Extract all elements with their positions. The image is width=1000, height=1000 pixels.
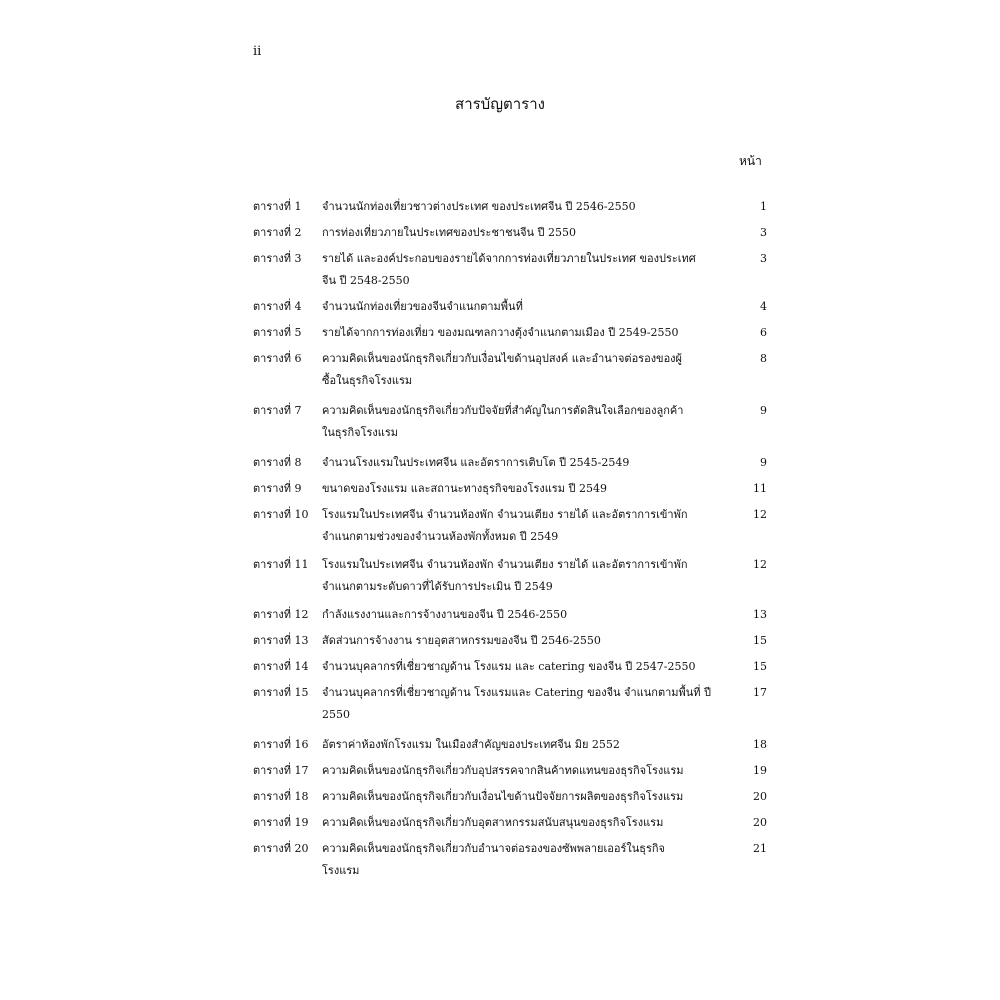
description-line: การท่องเที่ยวภายในประเทศของประชาชนจีน ปี 2550 [322, 226, 577, 239]
page-ref: 21 [753, 842, 767, 855]
page-ref: 17 [753, 686, 767, 699]
description-line: ซื้อในธุรกิจโรงแรม [322, 374, 413, 387]
table-label: ตารางที่ 14 [253, 660, 309, 673]
table-description [322, 734, 722, 756]
page-ref: 15 [753, 660, 767, 673]
description-line: จำนวนนักท่องเที่ยวชาวต่างประเทศ ของประเทศจีน ปี 2546-2550 [322, 200, 636, 213]
page-ref: 12 [753, 508, 767, 521]
description-line: จำแนกตามระดับดาวที่ได้รับการประเมิน ปี 2549 [322, 580, 553, 593]
page-ref: 19 [753, 764, 767, 777]
table-label: ตารางที่ 12 [253, 608, 309, 621]
description-line: โรงแรมในประเทศจีน จำนวนห้องพัก จำนวนเตียง รายได้ และอัตราการเข้าพัก [322, 558, 688, 571]
description-line: รายได้ และองค์ประกอบของรายได้จากการท่องเที่ยวภายในประเทศ ของประเทศ [322, 252, 696, 265]
description-line: สัดส่วนการจ้างงาน รายอุตสาหกรรมของจีน ปี 2546-2550 [322, 634, 601, 647]
table-label: ตารางที่ 4 [253, 300, 302, 313]
page-ref: 3 [760, 226, 767, 239]
description-line: ความคิดเห็นของนักธุรกิจเกี่ยวกับอุปสรรคจากสินค้าทดแทนของธุรกิจโรงแรม [322, 764, 684, 777]
table-description [322, 760, 722, 782]
table-description [322, 400, 722, 444]
table-label: ตารางที่ 19 [253, 816, 309, 829]
description-line: โรงแรม [322, 864, 360, 877]
page-ref: 6 [760, 326, 767, 339]
table-description [322, 248, 722, 292]
table-description [322, 452, 722, 474]
page-ref: 4 [760, 300, 767, 313]
page-ref: 20 [753, 790, 767, 803]
page-ref: 15 [753, 634, 767, 647]
table-description [322, 554, 722, 598]
description-line: จำนวนบุคลากรที่เชี่ยวชาญด้าน โรงแรม และ catering ของจีน ปี 2547-2550 [322, 660, 696, 673]
table-label: ตารางที่ 8 [253, 456, 302, 469]
description-line: โรงแรมในประเทศจีน จำนวนห้องพัก จำนวนเตียง รายได้ และอัตราการเข้าพัก [322, 508, 688, 521]
page-ref: 12 [753, 558, 767, 571]
description-line: ในธุรกิจโรงแรม [322, 426, 399, 439]
page-ref: 9 [760, 404, 767, 417]
page-column-header: หน้า [739, 154, 762, 168]
description-line: รายได้จากการท่องเที่ยว ของมณฑลกวางตุ้งจำแนกตามเมือง ปี 2549-2550 [322, 326, 679, 339]
description-line: ความคิดเห็นของนักธุรกิจเกี่ยวกับอุตสาหกรรมสนับสนุนของธุรกิจโรงแรม [322, 816, 664, 829]
table-description [322, 682, 722, 726]
table-label: ตารางที่ 18 [253, 790, 309, 803]
table-label: ตารางที่ 2 [253, 226, 302, 239]
table-label: ตารางที่ 13 [253, 634, 309, 647]
description-line: ขนาดของโรงแรม และสถานะทางธุรกิจของโรงแรม ปี 2549 [322, 482, 607, 495]
page-number: ii [253, 44, 262, 59]
description-line: จีน ปี 2548-2550 [322, 274, 410, 287]
table-label: ตารางที่ 1 [253, 200, 302, 213]
description-line: ความคิดเห็นของนักธุรกิจเกี่ยวกับอำนาจต่อรองของซัพพลายเออร์ในธุรกิจ [322, 842, 665, 855]
page-ref: 1 [760, 200, 767, 213]
table-label: ตารางที่ 5 [253, 326, 302, 339]
page-title: สารบัญตาราง [455, 95, 545, 113]
table-description [322, 348, 722, 392]
table-label: ตารางที่ 9 [253, 482, 302, 495]
table-label: ตารางที่ 7 [253, 404, 302, 417]
description-line: กำลังแรงงานและการจ้างงานของจีน ปี 2546-2550 [322, 608, 568, 621]
table-description [322, 222, 722, 244]
description-line: จำนวนโรงแรมในประเทศจีน และอัตราการเติบโต ปี 2545-2549 [322, 456, 630, 469]
table-description [322, 504, 722, 548]
table-label: ตารางที่ 16 [253, 738, 309, 751]
table-label: ตารางที่ 10 [253, 508, 309, 521]
page-ref: 8 [760, 352, 767, 365]
table-label: ตารางที่ 17 [253, 764, 309, 777]
description-line: ความคิดเห็นของนักธุรกิจเกี่ยวกับเงื่อนไขด้านอุปสงค์ และอำนาจต่อรองของผู้ [322, 352, 683, 365]
table-description [322, 786, 722, 808]
description-line: จำนวนนักท่องเที่ยวของจีนจำแนกตามพื้นที่ [322, 300, 523, 313]
page-ref: 13 [753, 608, 767, 621]
table-label: ตารางที่ 11 [253, 558, 309, 571]
table-description [322, 656, 722, 678]
page-ref: 20 [753, 816, 767, 829]
description-line: ความคิดเห็นของนักธุรกิจเกี่ยวกับปัจจัยที่สำคัญในการตัดสินใจเลือกของลูกค้า [322, 404, 684, 417]
table-description [322, 196, 722, 218]
page-ref: 11 [753, 482, 767, 495]
table-description [322, 322, 722, 344]
table-label: ตารางที่ 3 [253, 252, 302, 265]
table-label: ตารางที่ 15 [253, 686, 309, 699]
description-line: อัตราค่าห้องพักโรงแรม ในเมืองสำคัญของประเทศจีน มิย 2552 [322, 738, 620, 751]
table-label: ตารางที่ 20 [253, 842, 309, 855]
table-description [322, 604, 722, 626]
table-description [322, 478, 722, 500]
description-line: จำแนกตามช่วงของจำนวนห้องพักทั้งหมด ปี 2549 [322, 530, 559, 543]
description-line: จำนวนบุคลากรที่เชี่ยวชาญด้าน โรงแรมและ Catering ของจีน จำแนกตามพื้นที่ ปี [322, 686, 712, 699]
table-description [322, 838, 722, 882]
page-ref: 9 [760, 456, 767, 469]
table-description [322, 812, 722, 834]
page-ref: 3 [760, 252, 767, 265]
description-line: ความคิดเห็นของนักธุรกิจเกี่ยวกับเงื่อนไขด้านปัจจัยการผลิตของธุรกิจโรงแรม [322, 790, 684, 803]
table-description [322, 296, 722, 318]
table-description [322, 630, 722, 652]
description-line: 2550 [322, 708, 350, 721]
page-ref: 18 [753, 738, 767, 751]
table-label: ตารางที่ 6 [253, 352, 302, 365]
